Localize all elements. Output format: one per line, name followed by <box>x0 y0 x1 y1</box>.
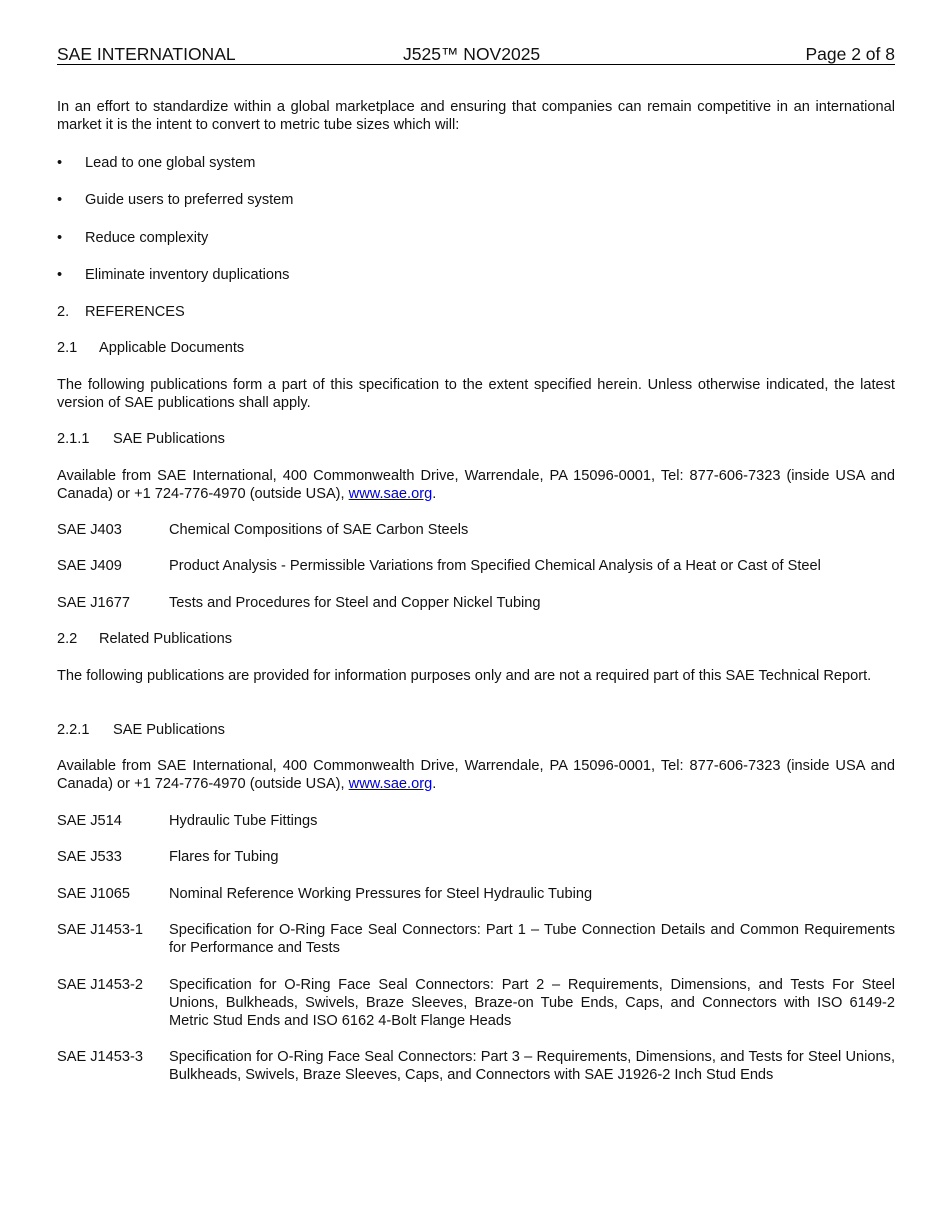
reference-entry <box>57 885 895 903</box>
reference-entry <box>57 557 895 575</box>
section-number: 2.1.1 <box>57 431 90 447</box>
reference-code: SAE J409 <box>57 558 122 574</box>
page-header <box>57 44 895 65</box>
availability-text: Available from SAE International, 400 Commonwealth Drive, Warrendale, PA 15096-0001, Tel: 877-606-7323 (inside USA and Canada) or +1 724-776-4970 (outside USA), <box>57 468 895 502</box>
reference-code: SAE J514 <box>57 813 122 829</box>
header-doc-id: J525™ NOV2025 <box>403 44 541 64</box>
applicable-documents-paragraph: The following publications form a part of this specification to the extent specified herein. Unless otherwise indicated, the latest version of SAE publications shall apply. <box>57 377 895 411</box>
availability-paragraph <box>57 757 895 793</box>
reference-title: Chemical Compositions of SAE Carbon Steels <box>169 522 469 538</box>
reference-title: Tests and Procedures for Steel and Copper Nickel Tubing <box>169 595 541 611</box>
reference-code: SAE J1453-2 <box>57 977 143 993</box>
availability-period: . <box>432 486 437 502</box>
header-page-number: Page 2 of 8 <box>805 44 895 64</box>
intro-paragraph: In an effort to standardize within a global marketplace and ensuring that companies can remain competitive in an international market it is the intent to convert to metric tube sizes which will: <box>57 99 895 133</box>
reference-title: Nominal Reference Working Pressures for Steel Hydraulic Tubing <box>169 886 593 902</box>
reference-entry <box>57 976 895 1030</box>
bullet-text: Lead to one global system <box>85 155 256 171</box>
bullet-icon: • <box>57 267 63 283</box>
reference-entry <box>57 521 895 539</box>
section-number: 2.2 <box>57 631 78 647</box>
reference-title: Specification for O-Ring Face Seal Connectors: Part 1 – Tube Connection Details and Common Requirements for Performance and Tests <box>169 922 895 956</box>
availability-period: . <box>432 776 437 792</box>
reference-code: SAE J1453-3 <box>57 1049 143 1065</box>
reference-code: SAE J403 <box>57 522 122 538</box>
sae-website-link[interactable]: www.sae.org <box>348 776 433 792</box>
reference-entry <box>57 1048 895 1084</box>
section-title: Applicable Documents <box>99 340 245 356</box>
section-title: SAE Publications <box>113 722 225 738</box>
reference-title: Specification for O-Ring Face Seal Connectors: Part 3 – Requirements, Dimensions, and Tests for Steel Unions, Bulkheads, Swivels, Braze Sleeves, Caps, and Connectors with SAE J1926-2 Inch Stud Ends <box>169 1049 895 1083</box>
availability-paragraph <box>57 467 895 503</box>
reference-code: SAE J1453-1 <box>57 922 143 938</box>
section-number: 2.1 <box>57 340 78 356</box>
bullet-icon: • <box>57 230 63 246</box>
reference-entry <box>57 812 895 830</box>
reference-entry <box>57 921 895 957</box>
reference-entry <box>57 848 895 866</box>
header-org: SAE INTERNATIONAL <box>57 44 236 64</box>
reference-title: Specification for O-Ring Face Seal Connectors: Part 2 – Requirements, Dimensions, and Tests For Steel Unions, Bulkheads, Swivels, Braze Sleeves, Braze-on Tube Ends, Caps, and Connectors with ISO 6149-2 Metric Stud Ends and ISO 6162 4-Bolt Flange Heads <box>169 977 895 1029</box>
section-title: REFERENCES <box>85 304 185 320</box>
sae-website-link[interactable]: www.sae.org <box>348 486 433 502</box>
bullet-icon: • <box>57 155 63 171</box>
reference-code: SAE J533 <box>57 849 122 865</box>
reference-title: Flares for Tubing <box>169 849 279 865</box>
availability-text: Available from SAE International, 400 Commonwealth Drive, Warrendale, PA 15096-0001, Tel: 877-606-7323 (inside USA and Canada) or +1 724-776-4970 (outside USA), <box>57 758 895 792</box>
bullet-icon: • <box>57 192 63 208</box>
section-title: SAE Publications <box>113 431 225 447</box>
section-title: Related Publications <box>99 631 233 647</box>
reference-code: SAE J1065 <box>57 886 131 902</box>
related-publications-paragraph: The following publications are provided for information purposes only and are not a required part of this SAE Technical Report. <box>57 668 872 684</box>
section-number: 2. <box>57 304 70 320</box>
bullet-text: Reduce complexity <box>85 230 209 246</box>
bullet-text: Eliminate inventory duplications <box>85 267 290 283</box>
bullet-text: Guide users to preferred system <box>85 192 294 208</box>
reference-title: Product Analysis - Permissible Variations from Specified Chemical Analysis of a Heat or Cast of Steel <box>169 558 821 574</box>
section-number: 2.2.1 <box>57 722 90 738</box>
reference-entry <box>57 594 895 612</box>
reference-title: Hydraulic Tube Fittings <box>169 813 318 829</box>
reference-code: SAE J1677 <box>57 595 131 611</box>
